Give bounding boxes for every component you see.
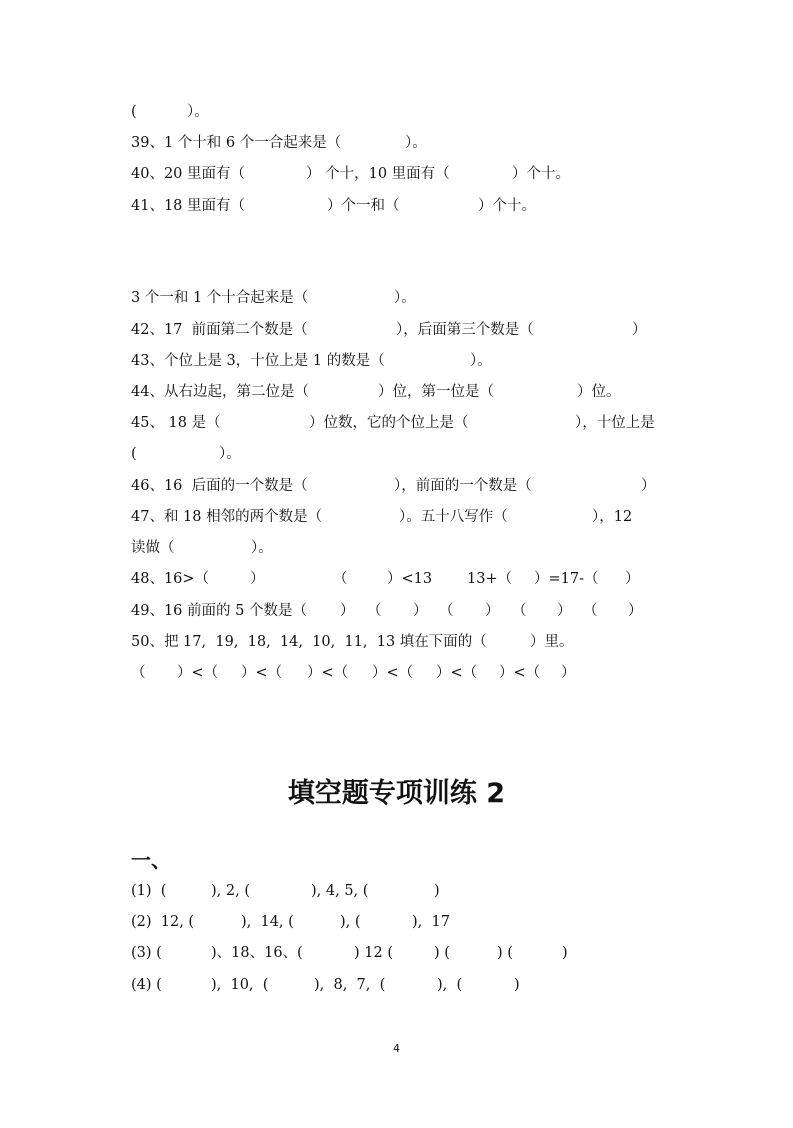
question-45 [0, 412, 655, 434]
text-segment: 42、17 前面第二个数是（ [131, 322, 308, 338]
question-48 [0, 568, 640, 590]
text-segment: ), ( [437, 977, 463, 993]
text-segment: 44、从右边起，第二位是（ [131, 384, 309, 400]
text-line [0, 287, 416, 309]
text-segment: ( [131, 446, 137, 462]
exercise-3 [0, 942, 568, 964]
text-segment: ）<（ [436, 665, 478, 681]
text-segment: ) ( [497, 945, 513, 961]
text-segment: ), 17 [412, 914, 450, 930]
text-segment: ）。 [219, 446, 241, 462]
text-segment: 46、16 后面的一个数是（ [131, 478, 308, 494]
question-42 [0, 319, 647, 341]
text-segment: ）。 [251, 540, 273, 556]
text-segment: ）位数，它的个位上是（ [309, 415, 469, 431]
text-segment: ），后面第三个数是（ [396, 322, 534, 338]
text-segment: 13+（ [467, 571, 513, 587]
text-segment: 47、和 18 相邻的两个数是（ [131, 509, 323, 525]
text-segment: ), 14, ( [241, 914, 294, 930]
text-segment: ）。五十八写作（ [399, 509, 508, 525]
text-segment: ）位，第一位是（ [378, 384, 494, 400]
text-segment: ）<（ [372, 665, 414, 681]
question-46 [0, 475, 656, 497]
text-segment: ）个十。 [512, 166, 570, 182]
text-segment: ), 10, ( [211, 977, 269, 993]
text-segment: (2) 12, ( [131, 914, 195, 930]
question-39 [0, 132, 427, 154]
text-segment: ）里。 [530, 634, 574, 650]
text-segment: ), 8, 7, ( [314, 977, 386, 993]
text-segment: ）。 [470, 353, 492, 369]
text-line [0, 443, 241, 465]
text-segment: ） [561, 665, 576, 681]
text-segment: (1) ( [131, 883, 167, 899]
text-segment: ）<（ [177, 665, 219, 681]
text-segment: 45、 18 是（ [131, 415, 221, 431]
text-segment: ） [250, 571, 265, 587]
section-number: 一、 [131, 848, 171, 872]
text-segment: ) 12 ( [354, 945, 393, 961]
section-title: 填空题专项训练 2 [287, 778, 506, 809]
question-49 [0, 600, 643, 622]
text-line [0, 537, 273, 559]
question-47 [0, 506, 633, 528]
question-44 [0, 381, 621, 403]
text-segment: ）位。 [577, 384, 621, 400]
question-50 [0, 631, 574, 653]
text-segment: ） 个十，10 里面有（ [306, 166, 450, 182]
text-segment: 读做（ [131, 540, 175, 556]
question-40 [0, 163, 570, 185]
text-segment: (3) ( [131, 945, 162, 961]
text-segment: 41、18 里面有（ [131, 198, 246, 214]
text-segment: ), 4, 5, ( [311, 883, 369, 899]
text-segment: (4) ( [131, 977, 162, 993]
text-segment: ）<13 [387, 571, 433, 587]
exercise-2 [0, 911, 450, 933]
text-segment: ）个十。 [478, 198, 536, 214]
text-line [0, 101, 209, 123]
text-segment: ), 2, ( [211, 883, 250, 899]
text-segment: ） [625, 571, 640, 587]
text-segment: ）。 [187, 104, 209, 120]
text-segment: ） [413, 603, 428, 619]
text-segment: ） [641, 478, 656, 494]
text-segment: ) [562, 945, 568, 961]
text-segment: 49、16 前面的 5 个数是（ [131, 603, 307, 619]
text-segment: ）<（ [241, 665, 283, 681]
text-segment: 39、1 个十和 6 个一合起来是（ [131, 135, 342, 151]
text-segment: ) ( [434, 945, 450, 961]
text-segment: )、18、16、( [211, 945, 303, 961]
text-segment: ） [485, 603, 500, 619]
text-segment: ）。 [405, 135, 427, 151]
text-segment: ( [131, 104, 137, 120]
text-segment: 40、20 里面有（ [131, 166, 246, 182]
text-segment: ），12 [592, 509, 633, 525]
question-43 [0, 350, 492, 372]
text-segment: ), ( [340, 914, 361, 930]
text-segment: （ [333, 571, 348, 587]
question-41 [0, 195, 536, 217]
text-line [0, 662, 576, 684]
exercise-4 [0, 974, 520, 996]
text-segment: ）=17-（ [534, 571, 599, 587]
text-segment: ）<（ [307, 665, 349, 681]
text-segment: 43、个位上是 3，十位上是 1 的数是（ [131, 353, 385, 369]
text-segment: ）。 [394, 290, 416, 306]
text-segment: （ [583, 603, 598, 619]
exercise-1 [0, 880, 440, 902]
text-segment: （ [131, 665, 146, 681]
text-segment: ） [632, 322, 647, 338]
text-segment: （ [512, 603, 527, 619]
text-segment: 48、16>（ [131, 571, 210, 587]
text-segment: （ [367, 603, 382, 619]
text-segment: ），前面的一个数是（ [394, 478, 532, 494]
text-segment: ） [340, 603, 355, 619]
text-segment: ）个一和（ [327, 198, 400, 214]
text-segment: 50、把 17, 19, 18, 14, 10, 11, 13 填在下面的（ [131, 634, 487, 650]
text-segment: 3 个一和 1 个十合起来是（ [131, 290, 309, 306]
text-segment: ） [557, 603, 572, 619]
text-segment: ) [514, 977, 520, 993]
text-segment: ），十位上是 [575, 415, 655, 431]
text-segment: ) [434, 883, 440, 899]
text-segment: （ [439, 603, 454, 619]
text-segment: ） [628, 603, 643, 619]
text-segment: ）<（ [499, 665, 541, 681]
page-number: 4 [393, 1042, 400, 1055]
